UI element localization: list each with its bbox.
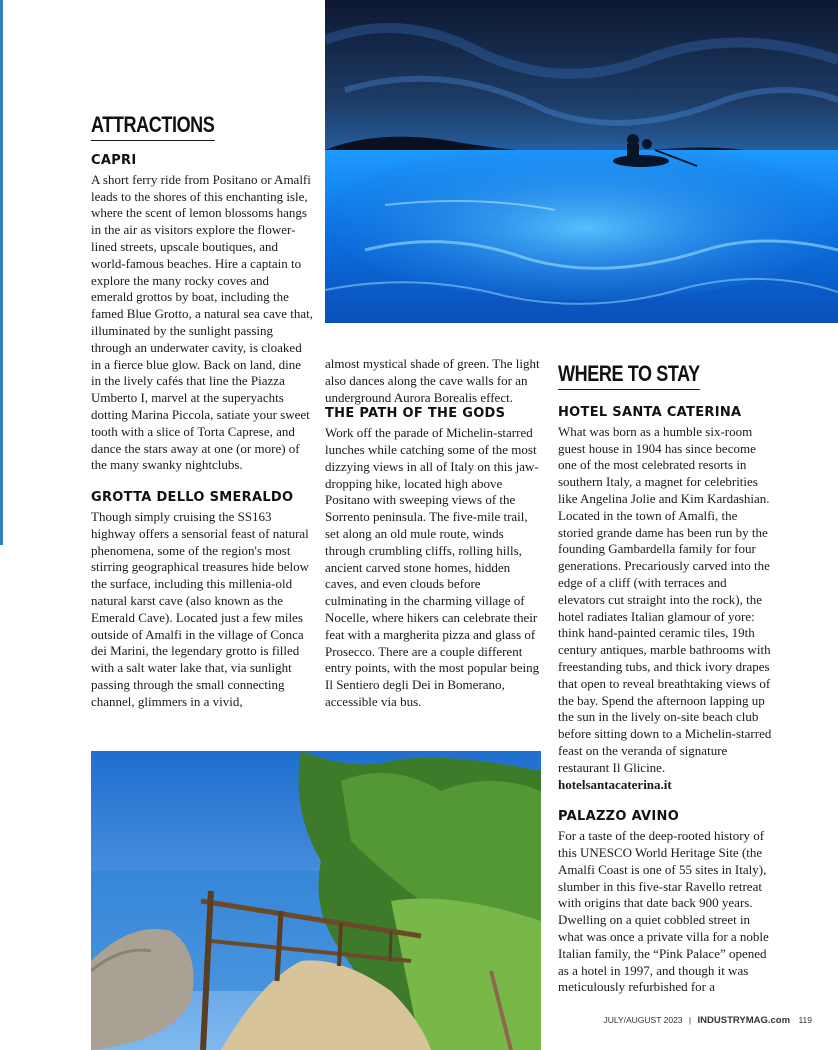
page-number: 119 [798,1015,812,1025]
page-footer [603,1015,812,1026]
avino-section [558,809,776,996]
issue-date: JULY/AUGUST 2023 [603,1015,683,1025]
attractions-heading: ATTRACTIONS [91,112,214,141]
trail-photo [91,751,541,1050]
caterina-url[interactable]: hotelsantacaterina.it [558,776,672,792]
grotta-text: Though simply cruising the SS163 highway offers a sensorial feast of natural phenomena, some of the region's most stirring geographical treasures hide below the surface, including this millenia-old natural karst cave (also known as the Emerald Cave). Located just a few miles outside of Amalfi in the village of Conca dei Marini, the legendary grotto is filled with a salt water lake that, via sunlight passing through the small connecting channel, glimmers in a vivid, [91,508,310,709]
capri-text: A short ferry ride from Positano or Amalfi leads to the shores of this enchanting isle, where the scent of lemon blossoms hangs in the air as visitors explore the flower-lined streets, upscale boutiques, and world-famous beaches. Hire a captain to explore the many rocky coves and emerald grottos by boat, including the famed Blue Grotto, a natural sea cave that, illuminated by the sunlight passing through an underwater cavity, is cloaked in a fierce blue glow. Back on land, dine in the lively cafés that line the Piazza Umberto I, marvel at the superyachts dotting Marina Piccola, satiate your sweet tooth with a slice of Torta Caprese, and dance the stars away at one (or more) of the many swanky nightclubs. [91,171,313,473]
footer-separator: | [688,1015,692,1025]
caterina-title: HOTEL SANTA CATERINA [558,405,742,420]
path-section [325,406,543,710]
capri-section [91,153,313,474]
grotta-text-continued: almost mystical shade of green. The light also dances along the cave walls for an underground Aurora Borealis effect. [325,356,540,405]
caterina-section [558,405,776,793]
path-text: Work off the parade of Michelin-starred lunches while catching some of the most dizzying views in all of Italy on this jaw-dropping hike, located high above Positano with sweeping views of the Sorrento peninsula. The five-mile trail, set along an old mule route, winds through crumbling cliffs, rolling hills, ancient carved stone homes, hidden caves, and even clouds before culminating in the charming village of Nocelle, where hikers can celebrate their feat with a margherita pizza and glass of Prosecco. There are a couple different entry points, with the most popular being Il Sentiero degli Dei in Bomerano, accessible via bus. [325,425,540,709]
column-right [558,405,776,1012]
column-left [91,153,313,727]
site-name: INDUSTRYMAG.com [697,1015,791,1026]
caterina-text: What was born as a humble six-room guest house in 1904 has since become one of the most celebrated resorts in southern Italy, a magnet for celebrities like Angelina Jolie and Kim Kardashian. Located in the town of Amalfi, the storied grande dame has been run by the founding Gambardella family for four generations. Precariously carved into the edge of a cliff (with terraces and elevators cut straight into the rock), the hotel radiates Italian glamour of yore: think hand-painted ceramic tiles, 19th century antiques, marble bathrooms with freestanding tubs, and thick ivory drapes that open to reveal breathtaking views of the bay. Spend the afternoon lapping up the sun in the lively on-site beach club before sitting down to a Michelin-starred feast on the veranda of signature restaurant Il Glicine. [558,423,772,775]
column-middle [325,356,543,727]
blue-grotto-photo [325,0,838,323]
avino-text: For a taste of the deep-rooted history of this UNESCO World Heritage Site (the Amalfi Coast is one of 55 sites in Italy), slumber in this five-star Ravello retreat with origins that date back 900 years. Dwelling on a quiet cobbled street in what was once a private villa for a noble Italian family, the “Pink Palace” opened as a hotel in 1997, and though it was meticulously refurbished for a [558,828,769,995]
where-to-stay-heading: WHERE TO STAY [558,361,700,390]
edge-accent-bar [0,0,3,545]
capri-title: CAPRI [91,153,137,168]
avino-title: PALAZZO AVINO [558,809,680,825]
grotta-title: GROTTA DELLO SMERALDO [91,490,294,506]
path-title: THE PATH OF THE GODS [325,406,506,422]
grotta-section [91,490,313,710]
